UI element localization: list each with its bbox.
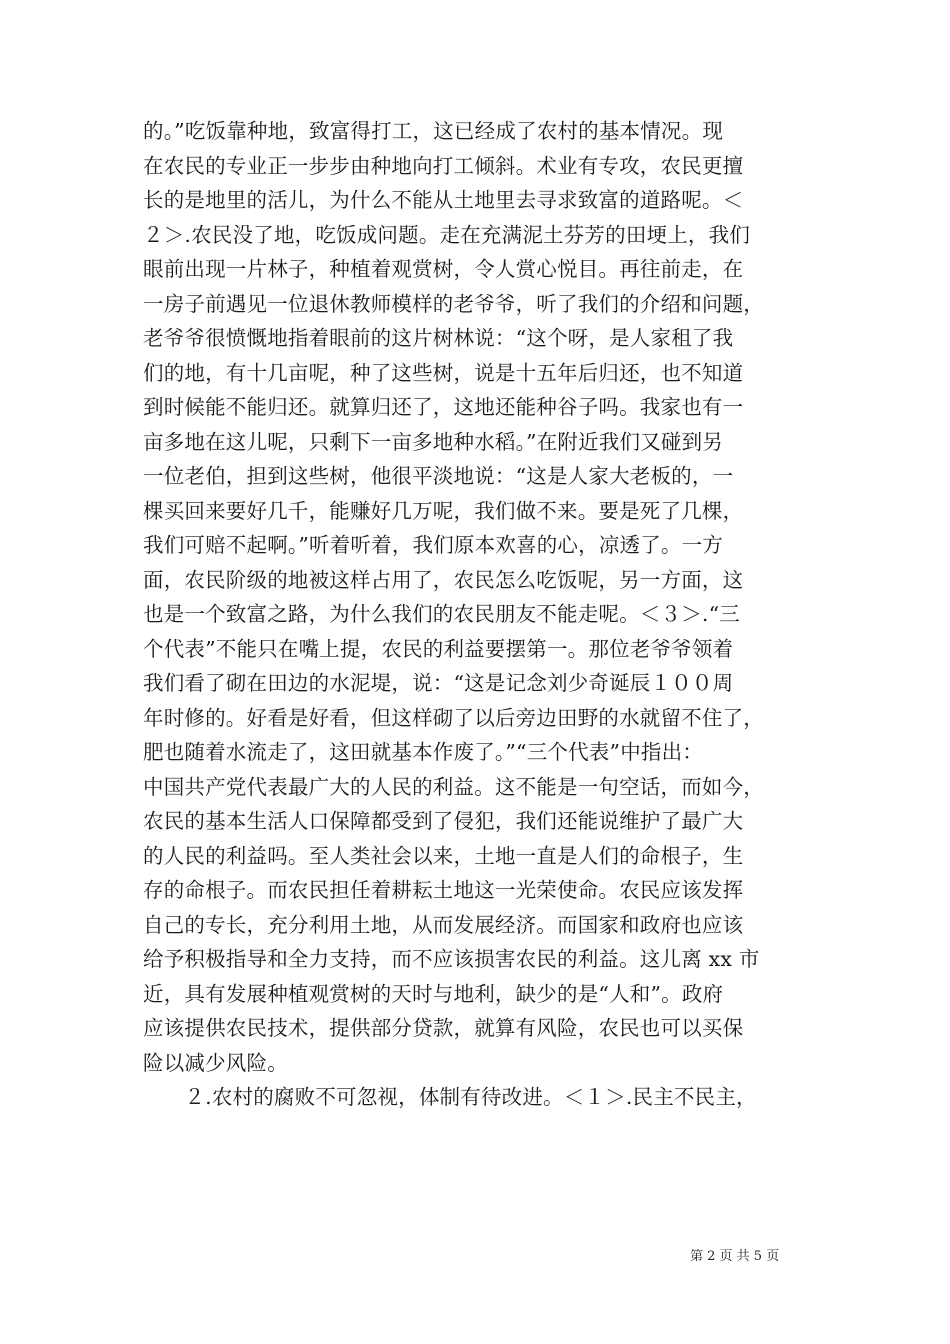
text-line: 中国共产党代表最广大的人民的利益。这不能是一句空话，而如今， — [143, 774, 764, 799]
text-line: 们的地，有十几亩呢，种了这些树，说是十五年后归还，也不知道 — [143, 360, 744, 385]
text-line: 亩多地在这儿呢，只剩下一亩多地种水稻。”在附近我们又碰到另 — [143, 429, 724, 454]
text-line: 给予积极指导和全力支持，而不应该损害农民的利益。这儿离 xx 市 — [143, 947, 760, 971]
text-line: 棵买回来要好几千，能赚好几万呢，我们做不来。要是死了几棵， — [143, 498, 744, 523]
text-line: 险以减少风险。 — [143, 1050, 288, 1075]
text-line: 面，农民阶级的地被这样占用了，农民怎么吃饭呢，另一方面，这 — [143, 567, 744, 592]
text-line: 的人民的利益吗。至人类社会以来，土地一直是人们的命根子，生 — [143, 843, 744, 868]
text-line: ２.农村的腐败不可忽视，体制有待改进。＜１＞.民主不民主， — [143, 1085, 757, 1109]
text-line: 一房子前遇见一位退休教师模样的老爷爷，听了我们的介绍和问题， — [143, 291, 764, 316]
text-line: 自己的专长，充分利用土地，从而发展经济。而国家和政府也应该 — [143, 912, 744, 937]
text-line: 眼前出现一片林子，种植着观赏树，令人赏心悦目。再往前走，在 — [143, 257, 744, 281]
text-line: 个代表”不能只在嘴上提，农民的利益要摆第一。那位老爷爷领着 — [143, 636, 734, 661]
text-line: 一位老伯，担到这些树，他很平淡地说：“这是人家大老板的，一 — [143, 464, 734, 488]
text-line: 应该提供农民技术，提供部分贷款，就算有风险，农民也可以买保 — [143, 1016, 744, 1040]
text-line: 也是一个致富之路，为什么我们的农民朋友不能走呢。＜３＞.“三 — [143, 602, 740, 626]
text-line: 肥也随着水流走了，这田就基本作废了。”“三个代表”中指出： — [143, 740, 703, 764]
body-text — [143, 114, 833, 1115]
text-line: 到时候能不能归还。就算归还了，这地还能种谷子吗。我家也有一 — [143, 395, 744, 419]
text-line: 的。”吃饭靠种地，致富得打工，这已经成了农村的基本情况。现 — [143, 119, 724, 143]
page-number-footer: 第 2 页 共 5 页 — [690, 1249, 780, 1264]
text-line: 存的命根子。而农民担任着耕耘土地这一光荣使命。农民应该发挥 — [143, 878, 744, 902]
text-line: 农民的基本生活人口保障都受到了侵犯，我们还能说维护了最广大 — [143, 809, 744, 833]
text-line: 我们看了砌在田边的水泥堤，说：“这是记念刘少奇诞辰１００周 — [143, 671, 734, 695]
text-line: 年时修的。好看是好看，但这样砌了以后旁边田野的水就留不住了， — [143, 705, 764, 730]
text-line: 在农民的专业正一步步由种地向打工倾斜。术业有专攻，农民更擅 — [143, 153, 744, 178]
text-line: 老爷爷很愤慨地指着眼前的这片树林说：“这个呀，是人家租了我 — [143, 326, 734, 350]
text-line: 近，具有发展种植观赏树的天时与地利，缺少的是“人和”。政府 — [143, 981, 724, 1006]
text-line: ２＞.农民没了地，吃饭成问题。走在充满泥土芬芳的田埂上，我们 — [143, 222, 751, 247]
text-line: 我们可赔不起啊。”听着听着，我们原本欢喜的心，凉透了。一方 — [143, 533, 724, 557]
text-line: 长的是地里的活儿，为什么不能从土地里去寻求致富的道路呢。＜ — [143, 188, 744, 212]
